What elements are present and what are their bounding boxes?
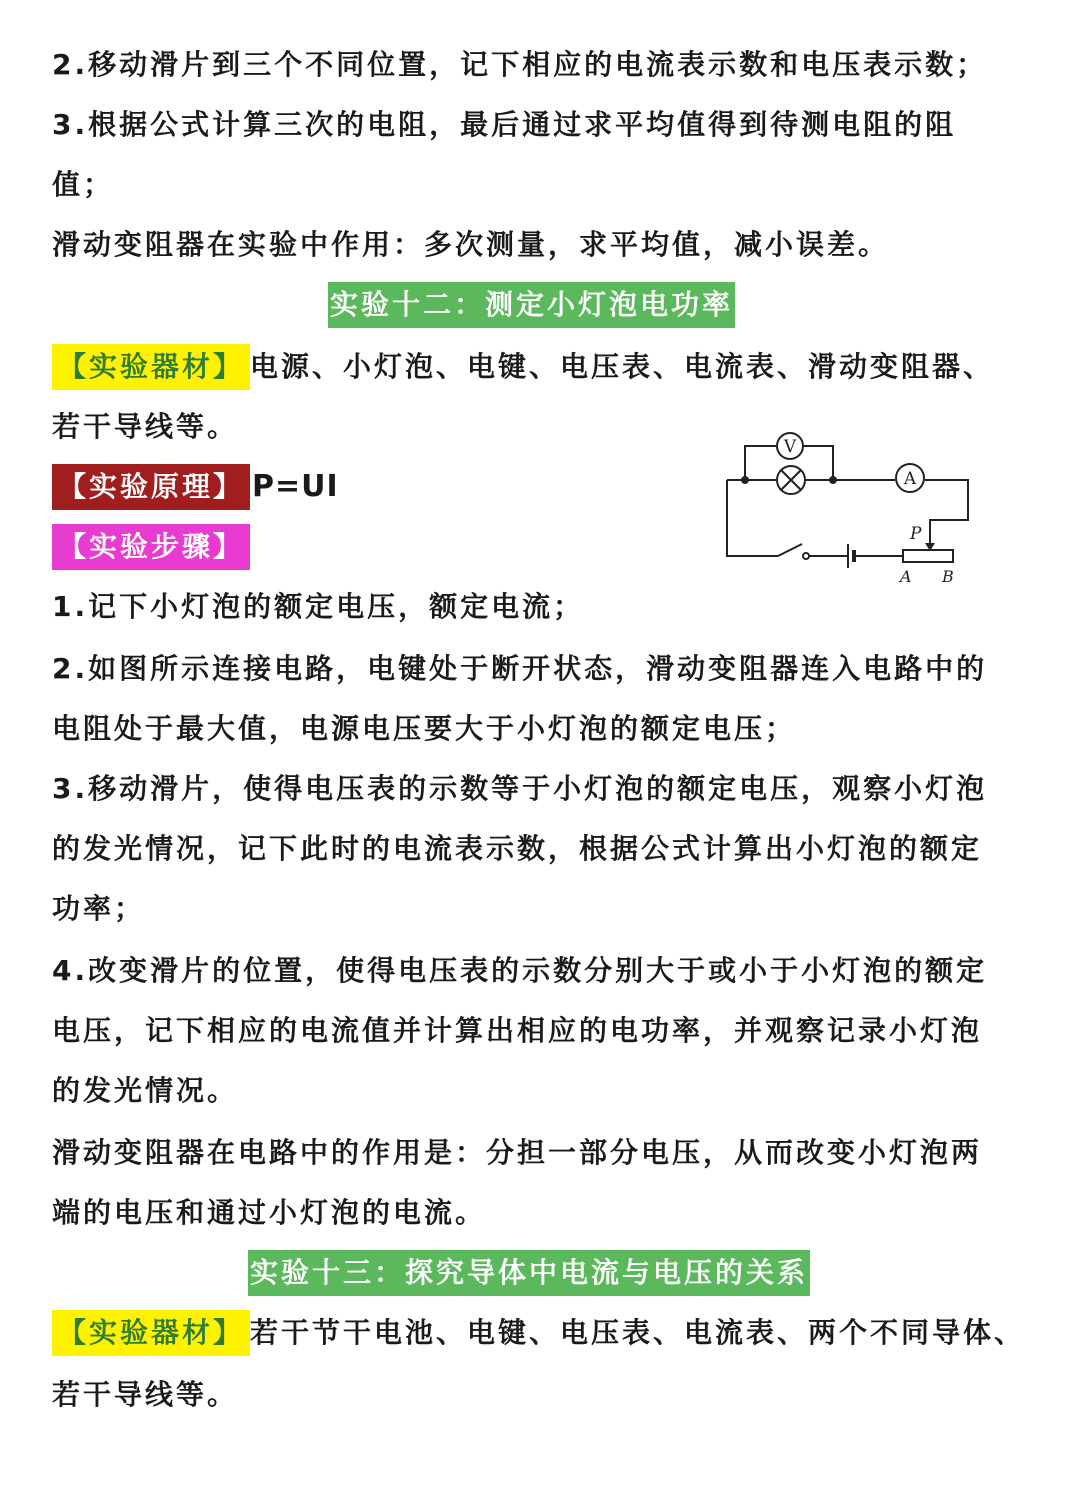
step-line: 1.记下小灯泡的额定电压，额定电流； (52, 590, 585, 623)
exp12-equipment-line (52, 344, 994, 390)
step2-line: 2.移动滑片到三个不同位置，记下相应的电流表示数和电压表示数； (52, 48, 988, 81)
rheostat-role-line: 滑动变阻器在实验中作用：多次测量，求平均值，减小误差。 (52, 228, 890, 261)
step3-line-b: 值； (52, 168, 115, 201)
circuit-wire (925, 480, 968, 543)
equipment-tag: 【实验器材】 (52, 1310, 250, 1356)
exp13-title: 实验十三：探究导体中电流与电压的关系 (248, 1250, 810, 1296)
equipment-tag: 【实验器材】 (52, 344, 250, 390)
exp13-equipment-line-b: 若干导线等。 (52, 1378, 239, 1411)
exp12-equipment-line-b: 若干导线等。 (52, 410, 239, 443)
switch-contact (803, 553, 809, 559)
step-line: 4.改变滑片的位置，使得电压表的示数分别大于或小于小灯泡的额定 (52, 954, 988, 987)
exp12-steps-tag-line (52, 524, 250, 570)
junction-dot (742, 477, 748, 483)
exp12-title: 实验十二：测定小灯泡电功率 (328, 282, 735, 328)
step-line: 电阻处于最大值，电源电压要大于小灯泡的额定电压； (52, 712, 797, 745)
slider-label: P (910, 524, 922, 544)
rheostat-end-b-label: B (942, 567, 954, 586)
voltmeter-label: V (783, 437, 797, 457)
junction-dot (830, 477, 836, 483)
principle-tag: 【实验原理】 (52, 464, 250, 510)
step-line: 2.如图所示连接电路，电键处于断开状态，滑动变阻器连入电路中的 (52, 652, 988, 685)
exp12-principle-line (52, 464, 339, 510)
principle-formula: P=UI (252, 469, 339, 504)
switch-icon (778, 544, 802, 556)
circuit-wire (804, 446, 833, 480)
equipment-text: 电源、小灯泡、电键、电压表、电流表、滑动变阻器、 (250, 350, 995, 383)
circuit-wire (727, 480, 778, 556)
equipment-text: 若干节干电池、电键、电压表、电流表、两个不同导体、 (250, 1316, 1026, 1349)
step3-line-a: 3.根据公式计算三次的电阻，最后通过求平均值得到待测电阻的阻 (52, 108, 957, 141)
step-line: 端的电压和通过小灯泡的电流。 (52, 1196, 487, 1229)
rheostat-icon (903, 550, 953, 562)
step-line: 的发光情况。 (52, 1074, 239, 1107)
circuit-wire (745, 446, 776, 480)
step-line: 滑动变阻器在电路中的作用是：分担一部分电压，从而改变小灯泡两 (52, 1136, 983, 1169)
step-line: 的发光情况，记下此时的电流表示数，根据公式计算出小灯泡的额定 (52, 832, 983, 865)
step-line: 功率； (52, 892, 146, 925)
rheostat-end-a-label: A (900, 567, 912, 586)
step-line: 3.移动滑片，使得电压表的示数等于小灯泡的额定电压，观察小灯泡 (52, 772, 988, 805)
ammeter-label: A (903, 469, 917, 489)
exp13-equipment-line (52, 1310, 1025, 1356)
steps-tag: 【实验步骤】 (52, 524, 250, 570)
circuit-diagram (720, 430, 980, 590)
step-line: 电压，记下相应的电流值并计算出相应的电功率，并观察记录小灯泡 (52, 1014, 983, 1047)
